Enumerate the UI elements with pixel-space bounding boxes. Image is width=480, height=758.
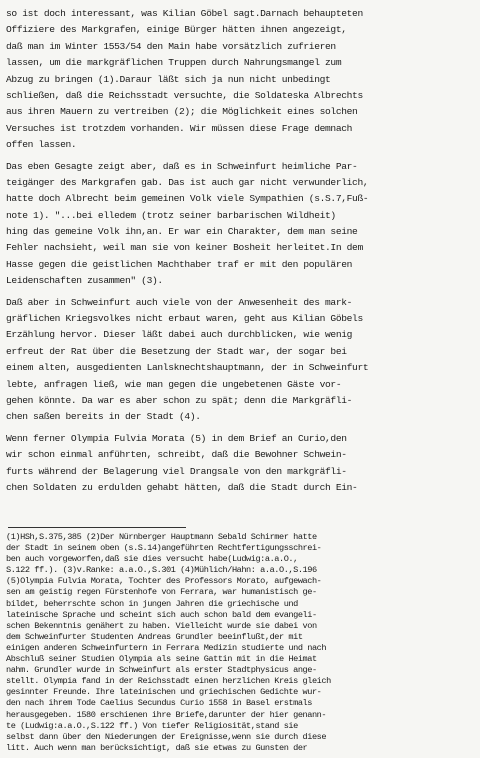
- footnote-divider: [8, 527, 186, 528]
- footnote-line: litt. Auch wenn man berücksichtigt, daß sie etwas zu Gunsten der: [6, 742, 308, 753]
- main-text: [6, 6, 476, 496]
- text-line: daß man im Winter 1553/54 den Main habe vorsätzlich zufrieren: [6, 40, 336, 52]
- footnotes: [6, 532, 478, 754]
- text-line: Hasse gegen die geistlichen Machthaber traf er mit den populären: [6, 258, 353, 270]
- footnote-line: den nach ihrem Tode Caelius Secundus Curio 1558 in Basel erstmals: [6, 698, 312, 709]
- footnote-line: stellt. Olympia fand in der Reichsstadt einen herzlichen Kreis gleich: [6, 676, 331, 687]
- paragraph: [6, 295, 476, 426]
- text-line: lassen, um die markgräflichen Truppen durch Nahrungsmangel zum: [6, 57, 342, 69]
- footnote-line: S.122 ff.). (3)v.Ranke: a.a.O.,S.301 (4)Mühlich/Hahn: a.a.O.,S.196: [6, 565, 317, 576]
- text-line: teigänger des Markgrafen gab. Das ist auch gar nicht verwunderlich,: [6, 176, 369, 188]
- footnote-line: lateinische Sprache und scheint sich auch schon bald dem evangeli-: [6, 609, 317, 620]
- text-line: Offiziere des Markgrafen, einige Bürger hätten ihnen angezeigt,: [6, 24, 347, 36]
- text-line: Wenn ferner Olympia Fulvia Morata (5) in dem Brief an Curio,den: [6, 432, 347, 444]
- text-line: schließen, daß die Reichsstadt versuchte, die Soldateska Albrechts: [6, 89, 363, 101]
- footnote-line: Abschluß seiner Studien Olympia als seine Gattin mit in die Heimat: [6, 654, 317, 665]
- text-line: Leidenschaften zusammen" (3).: [6, 275, 163, 287]
- text-line: chen Soldaten zu erdulden gehabt hätten, daß die Stadt durch Ein-: [6, 481, 358, 493]
- text-line: Versuches ist trotzdem vorhanden. Wir müssen diese Frage demnach: [6, 122, 353, 134]
- footnote-line: sen am geistig regen Fürstenhofe von Ferrara, war humanistisch ge-: [6, 587, 317, 598]
- text-line: Daß aber in Schweinfurt auch viele von der Anwesenheit des mark-: [6, 296, 353, 308]
- text-line: chen saßen bereits in der Stadt (4).: [6, 411, 201, 423]
- paragraph: [6, 431, 476, 497]
- footnote-line: der Stadt in seinem oben (s.S.14)angeführten Rechtfertigungsschrei-: [6, 543, 322, 554]
- footnote-line: (1)HSh,S.375,385 (2)Der Nürnberger Hauptmann Sebald Schirmer hatte: [6, 532, 317, 542]
- text-line: hing das gemeine Volk ihn,an. Er war ein Charakter, dem man seine: [6, 226, 358, 238]
- text-line: Das eben Gesagte zeigt aber, daß es in Schweinfurt heimliche Par-: [6, 160, 358, 172]
- footnote-line: nahm. Grundler wurde in Schweinfurt als erster Stadtphysicus ange-: [6, 665, 317, 676]
- footnote-line: te (Ludwig:a.a.O.,S.122 ff.) Von tiefer Religiosität,stand sie: [6, 720, 298, 731]
- text-line: gehen könnte. Da war es aber schon zu spät; denn die Markgräfli-: [6, 394, 353, 406]
- footnote-line: herausgegeben. 1580 erschienen ihre Briefe,darunter der hier genann-: [6, 709, 327, 720]
- text-line: gräflichen Kriegsvolkes nicht erbaut waren, geht aus Kilian Göbels: [6, 313, 363, 325]
- footnote-line: schen Bekenntnis genähert zu haben. Vielleicht wurde sie dabei von: [6, 620, 317, 631]
- text-line: erfreut der Rat über die Besetzung der Stadt war, der sogar bei: [6, 345, 347, 357]
- text-line: wir schon einmal anführten, schreibt, daß die Bewohner Schwein-: [6, 449, 347, 461]
- text-line: lebte, anfragen ließ, wie man gegen die ungebetenen Gäste vor-: [6, 378, 342, 390]
- paragraph: [6, 6, 476, 154]
- text-line: note 1). "...bei elledem (trotz seiner barbarischen Wildheit): [6, 209, 336, 221]
- text-line: einem alten, ausgedienten Lanlsknechtshauptmann, der in Schweinfurt: [6, 362, 369, 374]
- text-line: Erzählung hervor. Dieser läßt dabei auch durchblicken, wie wenig: [6, 329, 353, 341]
- footnote-line: selbst dann über den Niederungen der Ereignisse,wenn sie durch diese: [6, 731, 327, 742]
- text-line: so ist doch interessant, was Kilian Göbel sagt.Darnach behaupteten: [6, 8, 363, 19]
- text-line: Fehler nachsieht, weil man sie von keiner Bosheit herleitet.In dem: [6, 242, 363, 254]
- text-line: hatte doch Albrecht beim gemeinen Volk viele Sympathien (s.S.7,Fuß-: [6, 193, 369, 205]
- text-line: offen lassen.: [6, 139, 77, 151]
- text-line: Abzug zu bringen (1).Daraur läßt sich ja nun nicht unbedingt: [6, 73, 331, 85]
- footnote-line: einigen anderen Schweinfurtern in Ferrara Medizin studierte und nach: [6, 642, 327, 653]
- footnote-line: ben auch vorgeworfen,daß sie dies versucht habe(Ludwig:a.a.O.,: [6, 554, 298, 565]
- footnote-line: gesinnter Freunde. Ihre lateinischen und griechischen Gedichte wur-: [6, 687, 322, 698]
- footnote-line: (5)Olympia Fulvia Morata, Tochter des Professors Morato, aufgewach-: [6, 576, 322, 587]
- paragraph: [6, 159, 476, 290]
- text-line: furts während der Belagerung viel Drangsale von den markgräfli-: [6, 465, 347, 477]
- text-line: aus ihren Mauern zu vertreiben (2); die Möglichkeit eines solchen: [6, 106, 358, 118]
- footnote-line: bildet, beherrschte schon in jungen Jahren die griechische und: [6, 598, 298, 609]
- footnote-line: dem Schweinfurter Studenten Andreas Grundler beeinflußt,der mit: [6, 631, 303, 642]
